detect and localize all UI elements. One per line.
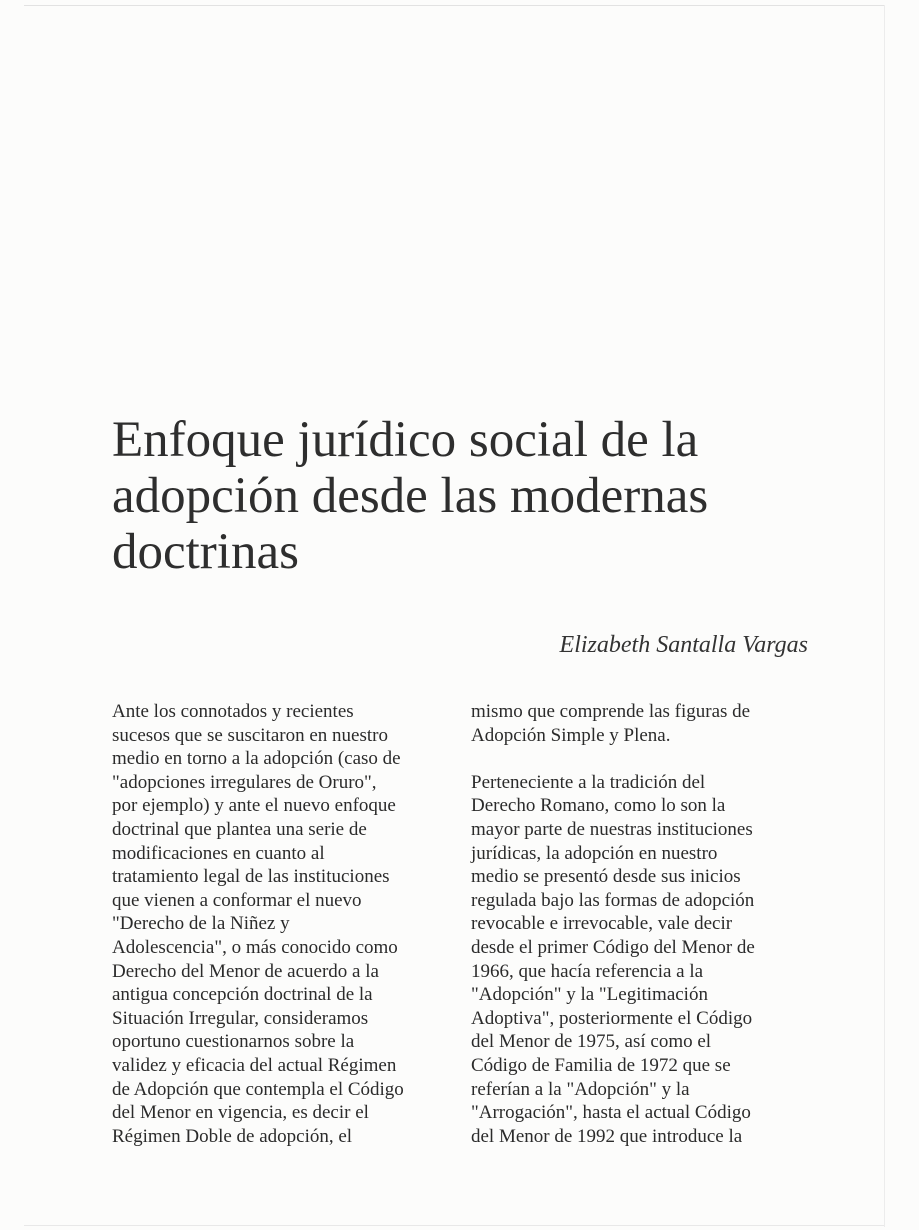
body-column-right [471, 700, 826, 1148]
text-line: del Menor de 1975, así como el [471, 1031, 712, 1053]
text-line: doctrinal que plantea una serie de [112, 818, 367, 840]
paragraph-gap [471, 747, 826, 771]
text-line: Ante los connotados y recientes [112, 701, 354, 722]
text-line: jurídicas, la adopción en nuestro [471, 842, 718, 864]
text-line: mayor parte de nuestras instituciones [471, 818, 753, 840]
text-line: que vienen a conformar el nuevo [112, 889, 362, 911]
body-column-left [112, 700, 467, 1148]
text-line: "adopciones irregulares de Oruro", [112, 771, 377, 793]
top-edge-line [24, 5, 884, 6]
text-line: regulada bajo las formas de adopción [471, 889, 755, 911]
text-line: desde el primer Código del Menor de [471, 936, 755, 958]
text-line: Derecho Romano, como lo son la [471, 795, 726, 817]
text-line: "Adopción" y la "Legitimación [471, 984, 708, 1006]
author-name: Elizabeth Santalla Vargas [559, 632, 808, 658]
text-line: mismo que comprende las figuras de [471, 701, 751, 722]
title-line: adopción desde las modernas [112, 468, 709, 524]
title-line: Enfoque jurídico social de la [112, 412, 699, 468]
text-line: Adolescencia", o más conocido como [112, 936, 398, 958]
text-line: antigua concepción doctrinal de la [112, 984, 373, 1006]
text-line: Derecho del Menor de acuerdo a la [112, 960, 379, 982]
text-line: por ejemplo) y ante el nuevo enfoque [112, 795, 396, 817]
text-line: modificaciones en cuanto al [112, 842, 325, 864]
text-line: 1966, que hacía referencia a la [471, 960, 704, 982]
text-line: sucesos que se suscitaron en nuestro [112, 724, 388, 746]
text-line: tratamiento legal de las instituciones [112, 866, 390, 888]
text-line: Código de Familia de 1972 que se [471, 1054, 731, 1076]
text-line: de Adopción que contempla el Código [112, 1078, 404, 1100]
text-line: del Menor en vigencia, es decir el [112, 1102, 369, 1124]
text-line: "Derecho de la Niñez y [112, 913, 290, 935]
text-line: validez y eficacia del actual Régimen [112, 1054, 397, 1076]
text-line: revocable e irrevocable, vale decir [471, 913, 733, 935]
text-line: referían a la "Adopción" y la [471, 1078, 690, 1100]
text-line: Situación Irregular, consideramos [112, 1007, 369, 1029]
text-line: Adoptiva", posteriormente el Código [471, 1007, 753, 1029]
text-line: del Menor de 1992 que introduce la [471, 1125, 743, 1147]
title-line: doctrinas [112, 524, 299, 580]
text-line: medio en torno a la adopción (caso de [112, 748, 401, 770]
article-title [112, 412, 852, 580]
text-line: Adopción Simple y Plena. [471, 724, 671, 746]
text-line: Perteneciente a la tradición del [471, 771, 706, 793]
text-line: oportuno cuestionarnos sobre la [112, 1031, 355, 1053]
bottom-edge-line [24, 1225, 884, 1226]
right-edge-line [884, 5, 885, 1227]
text-line: "Arrogación", hasta el actual Código [471, 1102, 751, 1124]
text-line: Régimen Doble de adopción, el [112, 1125, 353, 1147]
text-line: medio se presentó desde sus inicios [471, 866, 741, 888]
